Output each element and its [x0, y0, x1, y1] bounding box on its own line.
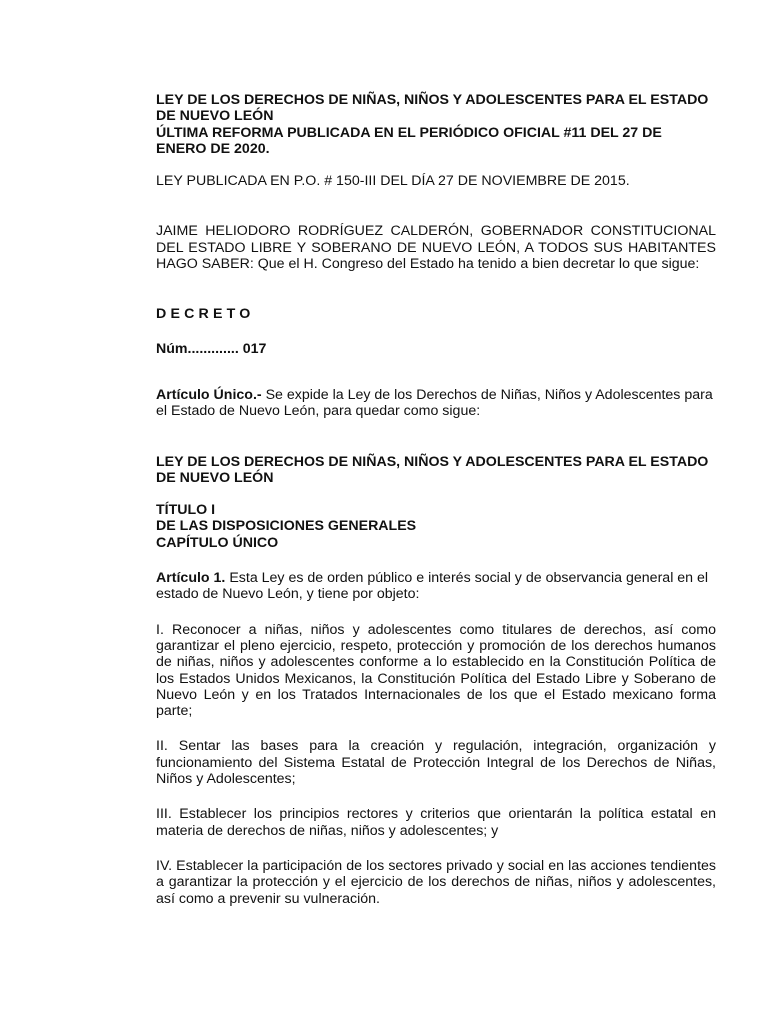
governor-preamble: JAIME HELIODORO RODRÍGUEZ CALDERÓN, GOBERNADOR CONSTITUCIONAL DEL ESTADO LIBRE Y SOBERANO DE NUEVO LEÓN, A TODOS SUS HABITANTES HAGO SABER: Que el H. Congreso del Estado ha tenido a bien decretar lo que sigue:: [156, 223, 716, 273]
articulo-1-text: Esta Ley es de orden público e interés social y de observancia general en el estado de Nuevo León, y tiene por objeto:: [156, 570, 709, 603]
capitulo-label: CAPÍTULO ÚNICO: [156, 534, 279, 551]
articulo-1-label: Artículo 1.: [156, 570, 226, 587]
titulo-label: TÍTULO I: [156, 502, 216, 519]
last-reform-note: ÚLTIMA REFORMA PUBLICADA EN EL PERIÓDICO OFICIAL #11 DEL 27 DE ENERO DE 2020.: [156, 124, 662, 157]
decree-label: DECRETO: [156, 306, 255, 323]
publication-note: LEY PUBLICADA EN P.O. # 150-III DEL DÍA 27 DE NOVIEMBRE DE 2015.: [156, 173, 630, 190]
fraction-i: I. Reconocer a niñas, niños y adolescentes como titulares de derechos, así como garantizar el pleno ejercicio, respeto, protección y promoción de los derechos humanos de niñas, niños y adolescentes conforme a lo establecido en la Constitución Política de los Estados Unidos Mexicanos, la Constitución Política del Estado Libre y Soberano de Nuevo León y en los Tratados Internacionales de los que el Estado mexicano forma parte;: [156, 621, 716, 720]
articulo-unico: [156, 387, 716, 420]
articulo-unico-label: Artículo Único.-: [156, 386, 262, 403]
decree-number: Núm............. 017: [156, 340, 267, 357]
articulo-unico-text: Se expide la Ley de los Derechos de Niñas, Niños y Adolescentes para el Estado de Nuevo León, para quedar como sigue:: [156, 386, 713, 420]
articulo-1-intro: [156, 570, 716, 603]
fraction-ii: II. Sentar las bases para la creación y regulación, integración, organización y funcionamiento del Sistema Estatal de Protección Integral de los Derechos de Niñas, Niños y Adolescentes;: [156, 738, 716, 788]
fraction-iv: IV. Establecer la participación de los sectores privado y social en las acciones tendientes a garantizar la protección y el ejercicio de los derechos de niñas, niños y adolescentes, así como a prevenir su vulneración.: [156, 857, 716, 907]
fraction-iii: III. Establecer los principios rectores y criterios que orientarán la política estatal en materia de derechos de niñas, niños y adolescentes; y: [156, 806, 716, 839]
law-title: LEY DE LOS DERECHOS DE NIÑAS, NIÑOS Y ADOLESCENTES PARA EL ESTADO DE NUEVO LEÓN: [156, 92, 709, 125]
titulo-name: DE LAS DISPOSICIONES GENERALES: [156, 518, 417, 535]
document-page: [156, 92, 716, 907]
law-heading-title: LEY DE LOS DERECHOS DE NIÑAS, NIÑOS Y ADOLESCENTES PARA EL ESTADO DE NUEVO LEÓN: [156, 453, 709, 486]
